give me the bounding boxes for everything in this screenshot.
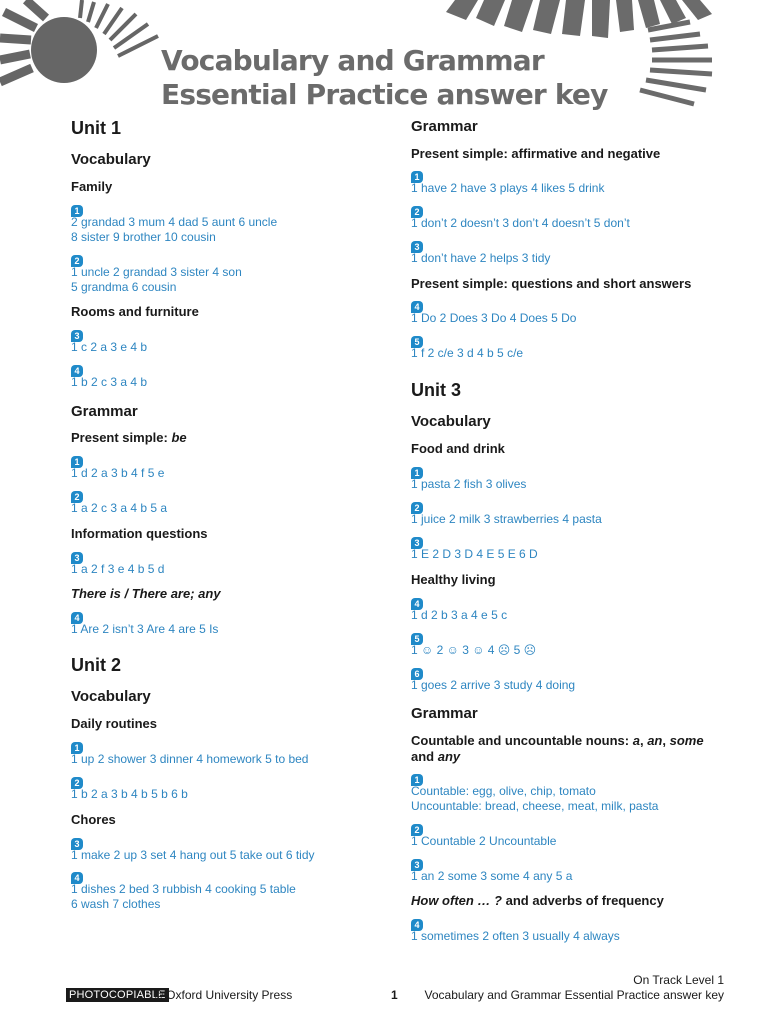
exercise-badge: 1 [411, 467, 423, 479]
answer-line: 1 an 2 some 3 some 4 any 5 a [411, 869, 573, 883]
exercise-badge: 3 [71, 838, 83, 850]
vocabulary-heading: Vocabulary [411, 413, 491, 430]
exercise-badge: 6 [411, 668, 423, 680]
exercise-badge: 3 [411, 241, 423, 253]
unit-1-heading: Unit 1 [71, 118, 122, 138]
exercise-badge: 1 [411, 774, 423, 786]
page-title: Vocabulary and Grammar Essential Practice answer key [161, 44, 608, 111]
exercise-badge: 4 [411, 919, 423, 931]
answer-line: 1 juice 2 milk 3 strawberries 4 pasta [411, 512, 602, 526]
answer-line: 1 make 2 up 3 set 4 hang out 5 take out 6 tidy [71, 848, 315, 862]
vocabulary-heading: Vocabulary [71, 151, 151, 168]
answer-line: 1 up 2 shower 3 dinner 4 homework 5 to bed [71, 752, 309, 766]
there-is-subheading: There is / There are; any [71, 586, 221, 601]
exercise-badge: 3 [411, 537, 423, 549]
footer-copyright: © Oxford University Press [154, 988, 293, 1002]
exercise-badge: 2 [411, 206, 423, 218]
healthy-living-subheading: Healthy living [411, 572, 496, 587]
exercise-badge: 1 [71, 456, 83, 468]
exercise-badge: 2 [411, 502, 423, 514]
answer-line: 1 don’t have 2 helps 3 tidy [411, 251, 551, 265]
answer-line: 1 a 2 c 3 a 4 b 5 a [71, 501, 168, 515]
answer-line: 1 c 2 a 3 e 4 b [71, 340, 148, 354]
grammar-heading: Grammar [411, 118, 478, 135]
answer-line: 1 E 2 D 3 D 4 E 5 E 6 D [411, 547, 538, 561]
exercise-badge: 1 [71, 742, 83, 754]
present-simple-questions-subheading: Present simple: questions and short answers [411, 276, 692, 291]
exercise-badge: 2 [71, 777, 83, 789]
grammar-heading: Grammar [71, 403, 138, 420]
food-and-drink-subheading: Food and drink [411, 441, 505, 456]
answer-line: 5 grandma 6 cousin [71, 280, 177, 294]
exercise-badge: 2 [71, 255, 83, 267]
answer-line: 1 sometimes 2 often 3 usually 4 always [411, 929, 620, 943]
chores-subheading: Chores [71, 812, 116, 827]
daily-routines-subheading: Daily routines [71, 716, 157, 731]
page-number: 1 [391, 988, 398, 1002]
present-simple-be-subheading: Present simple: be [71, 430, 187, 445]
answer-line: 1 b 2 a 3 b 4 b 5 b 6 b [71, 787, 188, 801]
answer-line: 1 ☺ 2 ☺ 3 ☺ 4 ☹ 5 ☹ [411, 643, 537, 657]
countable-subheading-cont: and any [411, 749, 461, 764]
answer-line: 1 goes 2 arrive 3 study 4 doing [411, 678, 576, 692]
photocopiable-badge: PHOTOCOPIABLE [66, 988, 169, 1002]
answer-line: Uncountable: bread, cheese, meat, milk, pasta [411, 799, 659, 813]
unit-2-heading: Unit 2 [71, 655, 122, 675]
answer-line: 1 uncle 2 grandad 3 sister 4 son [71, 265, 242, 279]
answer-line: 1 Are 2 isn’t 3 Are 4 are 5 Is [71, 622, 219, 636]
exercise-badge: 4 [71, 365, 83, 377]
answer-line: 1 b 2 c 3 a 4 b [71, 375, 148, 389]
rooms-subheading: Rooms and furniture [71, 304, 199, 319]
answer-line: 1 a 2 f 3 e 4 b 5 d [71, 562, 165, 576]
exercise-badge: 3 [411, 859, 423, 871]
exercise-badge: 4 [71, 612, 83, 624]
sun-circle-icon [31, 17, 97, 83]
answer-line: 6 wash 7 clothes [71, 897, 161, 911]
answer-line: 1 Do 2 Does 3 Do 4 Does 5 Do [411, 311, 577, 325]
grammar-heading: Grammar [411, 705, 478, 722]
countable-subheading: Countable and uncountable nouns: a, an, some [411, 733, 704, 748]
exercise-badge: 3 [71, 330, 83, 342]
answer-line: 2 grandad 3 mum 4 dad 5 aunt 6 uncle [71, 215, 278, 229]
exercise-badge: 4 [411, 598, 423, 610]
exercise-badge: 5 [411, 633, 423, 645]
exercise-badge: 4 [411, 301, 423, 313]
present-simple-aff-subheading: Present simple: affirmative and negative [411, 146, 661, 161]
exercise-badge: 2 [71, 491, 83, 503]
answer-line: Countable: egg, olive, chip, tomato [411, 784, 596, 798]
vocabulary-heading: Vocabulary [71, 688, 151, 705]
answer-line: 1 d 2 b 3 a 4 e 5 c [411, 608, 508, 622]
answer-line: 8 sister 9 brother 10 cousin [71, 230, 216, 244]
exercise-badge: 1 [411, 171, 423, 183]
answer-line: 1 pasta 2 fish 3 olives [411, 477, 527, 491]
answer-line: 1 Countable 2 Uncountable [411, 834, 557, 848]
answer-line: 1 don’t 2 doesn’t 3 don’t 4 doesn’t 5 don’t [411, 216, 630, 230]
unit-3-heading: Unit 3 [411, 380, 462, 400]
information-questions-subheading: Information questions [71, 526, 208, 541]
family-subheading: Family [71, 179, 113, 194]
answer-line: 1 f 2 c/e 3 d 4 b 5 c/e [411, 346, 524, 360]
exercise-badge: 1 [71, 205, 83, 217]
exercise-badge: 5 [411, 336, 423, 348]
how-often-subheading: How often … ? and adverbs of frequency [411, 893, 664, 908]
answer-line: 1 d 2 a 3 b 4 f 5 e [71, 466, 165, 480]
exercise-badge: 4 [71, 872, 83, 884]
answer-line: 1 have 2 have 3 plays 4 likes 5 drink [411, 181, 605, 195]
exercise-badge: 2 [411, 824, 423, 836]
exercise-badge: 3 [71, 552, 83, 564]
footer-level: On Track Level 1 [633, 973, 724, 987]
answer-line: 1 dishes 2 bed 3 rubbish 4 cooking 5 table [71, 882, 296, 896]
footer-doc-title: Vocabulary and Grammar Essential Practice answer key [424, 988, 724, 1002]
